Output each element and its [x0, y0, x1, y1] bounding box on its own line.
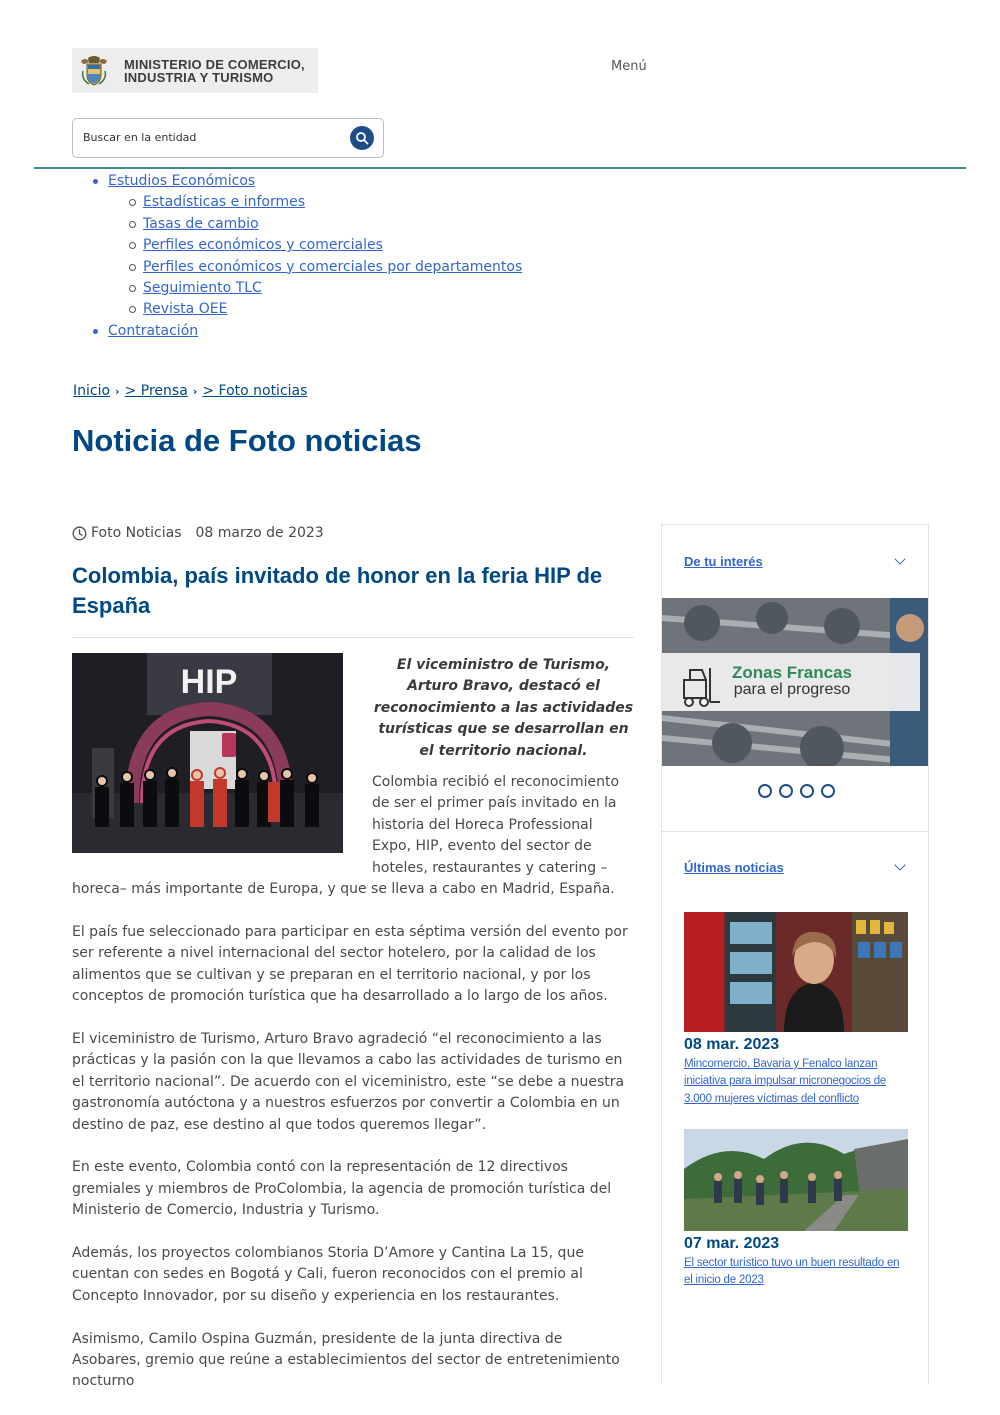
article-paragraph: En este evento, Colombia contó con la representación de 12 directivos gremiales y miembros de ProColombia, la agencia de promoción turística del Ministerio de Comercio, Industria y Turismo.: [72, 1159, 612, 1219]
search-button[interactable]: [350, 126, 374, 150]
logo-line-2: INDUSTRIA Y TURISMO: [124, 69, 274, 85]
nav-link-contratacion[interactable]: Contratación: [108, 322, 199, 339]
nav-subitem: [143, 235, 522, 256]
nav-item-contratacion: [108, 321, 522, 342]
chevron-down-icon[interactable]: [894, 553, 905, 564]
chevron-down-icon[interactable]: [894, 859, 905, 870]
article-category: Foto Noticias: [91, 525, 182, 541]
carousel-dots: [758, 784, 835, 798]
article-date: 08 marzo de 2023: [195, 525, 324, 541]
ministry-logo[interactable]: [72, 48, 318, 93]
nav-link-seguimiento-tlc[interactable]: Seguimiento TLC: [143, 280, 262, 297]
news-date: 07 mar. 2023: [684, 1235, 780, 1252]
breadcrumb-separator-icon: ›: [192, 384, 198, 398]
nav-subitem: [143, 299, 522, 320]
logo-text: [124, 58, 305, 84]
search-bar: [72, 118, 384, 158]
breadcrumb-inicio[interactable]: Inicio: [73, 383, 111, 399]
header-divider: [34, 167, 966, 169]
banner-line-2: para el progreso: [733, 681, 851, 698]
zonas-francas-banner[interactable]: [662, 598, 928, 766]
nav-link-estudios[interactable]: Estudios Económicos: [108, 173, 256, 189]
nav-link-revista-oee[interactable]: Revista OEE: [143, 301, 228, 318]
carousel-dot[interactable]: [800, 784, 814, 798]
carousel-dot[interactable]: [821, 784, 835, 798]
page-title: Noticia de Foto noticias: [72, 423, 422, 458]
title-divider: [72, 637, 634, 638]
nav-subitem: [143, 214, 522, 235]
nav-menu: [108, 171, 522, 342]
banner-line-1: Zonas Francas: [732, 663, 852, 682]
news-title-link[interactable]: Mincomercio, Bavaria y Fenalco lanzan iniciativa para impulsar micronegocios de 3.000 mujeres víctimas del conflicto: [684, 1058, 887, 1105]
news-image[interactable]: [684, 912, 908, 1032]
article-paragraph: El país fue seleccionado para participar en esta séptima versión del evento por ser referente a nivel internacional del sector hotelero, por la calidad de los alimentos que se cultivan y se preparan en el territorio nacional, y por los conceptos de promoción turística que ha desarrollado a lo largo de los años.: [72, 923, 628, 1005]
nav-item-estudios: [108, 171, 522, 321]
article-lead: El viceministro de Turismo, Arturo Bravo, destacó el reconocimiento a las actividades turísticas que se desarrollan en el territorio nacional.: [373, 657, 634, 759]
article-meta: [72, 525, 324, 541]
nav-submenu: [143, 192, 522, 320]
clock-icon: [72, 526, 87, 541]
colombia-coat-of-arms-icon: [78, 55, 110, 87]
nav-link-perfiles[interactable]: Perfiles económicos y comerciales: [143, 237, 383, 254]
breadcrumb-foto-noticias[interactable]: > Foto noticias: [202, 383, 308, 399]
news-title-link[interactable]: El sector turístico tuvo un buen resultado en el inicio de 2023: [684, 1257, 900, 1287]
article-paragraph: Colombia recibió el reconocimiento de ser el primer país invitado en la historia del Horeca Professional Expo, HIP, evento del sector de hoteles, restaurantes y catering –horeca– más importante de Europa, y que se lleva a cabo en Madrid, España.: [72, 774, 620, 898]
search-icon: [355, 131, 369, 145]
latest-news-heading[interactable]: Últimas noticias: [684, 860, 784, 875]
nav-subitem: [143, 278, 522, 299]
breadcrumb-separator-icon: ›: [115, 384, 120, 398]
carousel-dot[interactable]: [779, 784, 793, 798]
carousel-dot[interactable]: [758, 784, 772, 798]
breadcrumb-prensa[interactable]: > Prensa: [124, 383, 188, 399]
interest-heading[interactable]: De tu interés: [684, 554, 763, 569]
breadcrumb: [73, 383, 307, 399]
news-date: 08 mar. 2023: [684, 1036, 780, 1053]
article-body: [72, 653, 635, 1414]
sidebar-divider: [662, 831, 928, 832]
sidebar: [661, 524, 929, 1384]
logo-line-1: MINISTERIO DE COMERCIO,: [124, 56, 305, 72]
search-input[interactable]: [83, 131, 333, 144]
news-image[interactable]: [684, 1129, 908, 1231]
nav-subitem: [143, 257, 522, 278]
photo-hip-sign: HIP: [180, 663, 238, 701]
nav-link-estadisticas[interactable]: Estadísticas e informes: [143, 194, 306, 211]
nav-link-perfiles-departamentos[interactable]: Perfiles económicos y comerciales por departamentos: [143, 258, 523, 275]
menu-button[interactable]: Menú: [611, 59, 647, 74]
article-paragraph: Asimismo, Camilo Ospina Guzmán, presidente de la junta directiva de Asobares, gremio que reúne a establecimientos del sector de entretenimiento nocturno: [72, 1330, 620, 1390]
article-photo: [72, 653, 343, 853]
article-paragraph: Además, los proyectos colombianos Storia D’Amore y Cantina La 15, que cuentan con sedes en Bogotá y Cali, fueron reconocidos con el premio al Concepto Innovador, por su diseño y experiencia en los restaurantes.: [72, 1244, 584, 1304]
nav-link-tasas[interactable]: Tasas de cambio: [143, 215, 259, 232]
article-title: Colombia, país invitado de honor en la feria HIP de España: [72, 563, 603, 618]
nav-subitem: [143, 192, 522, 213]
article-paragraph: El viceministro de Turismo, Arturo Bravo agradeció “el reconocimiento a las prácticas y la pasión con la que llevamos a cabo las actividades de turismo en el territorio nacional”. De acuerdo con el viceministro, este “se debe a nuestra gastronomía autóctona y a nuestros esfuerzos por convertir a Colombia en un destino de paz, ese destino al que todos queremos llegar”.: [72, 1030, 625, 1133]
